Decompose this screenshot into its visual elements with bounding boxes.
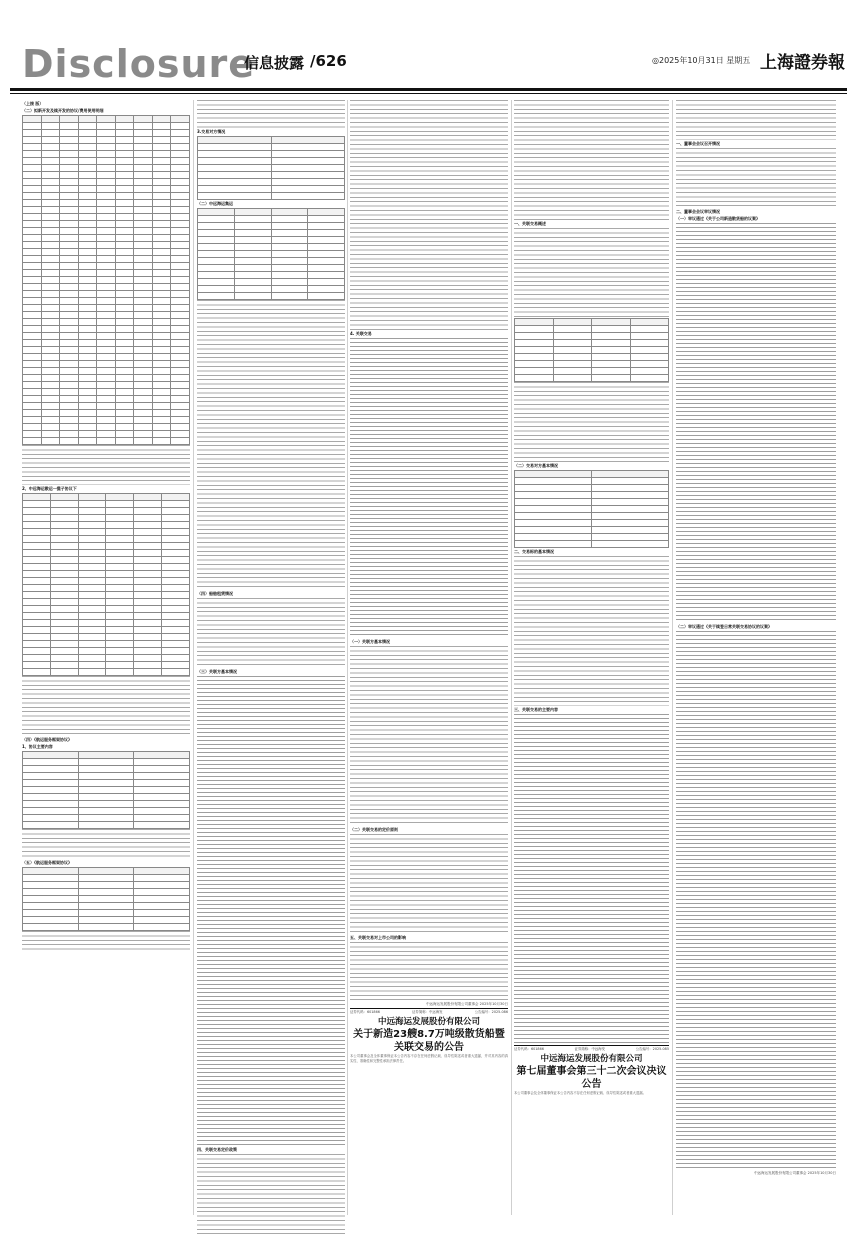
body-text-block [514,556,669,706]
announcement-title: 关于新造23艘8.7万吨级散货船暨关联交易的公告 [353,1029,505,1053]
column-1 [22,100,190,1210]
body-text-block [676,148,836,208]
body-text-block [350,834,508,934]
section-heading: 3.交易对方情况 [197,129,226,134]
body-text-block [197,598,345,668]
announcement-meta [350,1010,508,1015]
section-heading: 二、董事会会议审议情况 [676,209,720,214]
service-table-2 [22,867,190,931]
stock-abbr: 证券简称：中远海发 [412,1010,443,1014]
disclosure-wordmark: Disclosure [22,42,256,86]
publication-date: ◎2025年10月31日 星期五 [652,56,751,65]
announcement-lead: 本公司董事会及全体董事保证本公告内容不存在任何虚假记载、误导性陈述或者重大遗漏。 [514,1091,646,1095]
continuation-note: （上接 版） [22,101,44,106]
body-text-block [350,338,508,638]
body-text-block [22,676,190,736]
section-heading: （二）交易对方基本情况 [514,463,558,468]
announcement-number: 公告编号：2025-085 [635,1047,669,1051]
announcement-rule [350,1008,508,1009]
section-heading: （二）关联交易的定价原则 [350,827,398,832]
section-heading: （二）中远海运集运 [197,201,233,206]
section-heading: 4. 关联交易 [350,331,372,336]
column-divider [347,100,348,1215]
counterparty-table-2 [514,470,669,548]
section-heading: 2、中远海运散运一揽子协议下 [22,486,77,491]
masthead-rule [10,88,847,91]
stock-code: 证券代码：601866 [514,1047,544,1051]
counterparty-table [197,136,345,200]
masthead-rule-thin [10,93,847,94]
column-divider [193,100,194,1215]
transaction-table [514,318,669,382]
body-text-block [514,228,669,318]
vessel-table [197,208,345,300]
section-heading: （五）《航运服务框架协议》 [22,860,72,865]
body-text-block [514,382,669,462]
page-number: /626 [310,52,347,70]
announcement-lead: 本公司董事会及全体董事保证本公告内容不存在任何虚假记载、误导性陈述或者重大遗漏，并对其内容的真实性、准确性和完整性承担法律责任。 [350,1054,508,1064]
fee-table-2 [22,493,190,676]
signoff: 中远海运发展股份有限公司董事会 2025年10月30日 [754,1171,836,1175]
body-text-block [350,942,508,1002]
service-table [22,751,190,829]
body-text-block [514,714,669,1044]
section-heading: 一、关联交易概述 [514,221,546,226]
section-heading: 四、关联交易定价政策 [197,1147,237,1152]
announcement-company: 中远海运发展股份有限公司 [540,1054,643,1064]
body-text-block [22,445,190,485]
body-text-block [22,829,190,859]
body-text-block [197,1154,345,1234]
signoff: 中远海运发展股份有限公司董事会 2025年10月30日 [426,1002,508,1006]
body-text-block [350,100,508,330]
section-heading: 五、关联交易对上市公司的影响 [350,935,406,940]
body-text-block [676,631,836,1171]
column-divider [672,100,673,1215]
body-text-block [197,300,345,590]
body-text-block [350,646,508,826]
announcement-meta [514,1047,669,1052]
column-3 [350,100,508,1210]
column-4 [514,100,669,1210]
masthead [10,38,847,88]
section-heading: 三、关联交易的主要内容 [514,707,558,712]
section-heading: 一、董事会会议召开情况 [676,141,720,146]
resolution-heading: （一）审议通过《关于公司新造散货船的议案》 [676,216,760,221]
body-text-block [676,223,836,623]
section-heading: 二、交易标的基本情况 [514,549,554,554]
fee-table-1 [22,115,190,445]
section-heading: （二）拟新开发及续开发的协议/费用使用明细 [22,108,104,113]
section-title: 信息披露 [244,54,305,72]
announcement-company: 中远海运发展股份有限公司 [377,1017,480,1027]
body-text-block [22,931,190,953]
section-heading: （四）船舶租赁情况 [197,591,233,596]
column-2 [197,100,345,1210]
newspaper-logo: 上海證券報 [760,53,845,73]
column-divider [511,100,512,1215]
stock-abbr: 证券简称：中远海发 [574,1047,606,1051]
resolution-heading: （二）审议通过《关于续签日常关联交易协议的议案》 [676,624,772,629]
section-heading: （四）《航运服务框架协议》 [22,737,72,742]
body-text-block [197,676,345,1146]
announcement-rule [514,1045,669,1046]
announcement-number: 公告编号：2025-086 [474,1010,508,1014]
section-heading: （一）关联方基本情况 [350,639,390,644]
column-5 [676,100,836,1210]
section-heading: （三）关联方基本情况 [197,669,237,674]
body-text-block [514,100,669,220]
sub-heading: 1、协议主要内容 [22,744,53,749]
stock-code: 证券代码：601866 [350,1010,380,1014]
announcement-title: 第七届董事会第三十二次会议决议公告 [516,1066,667,1090]
body-text-block [676,100,836,140]
body-text-block [197,100,345,128]
